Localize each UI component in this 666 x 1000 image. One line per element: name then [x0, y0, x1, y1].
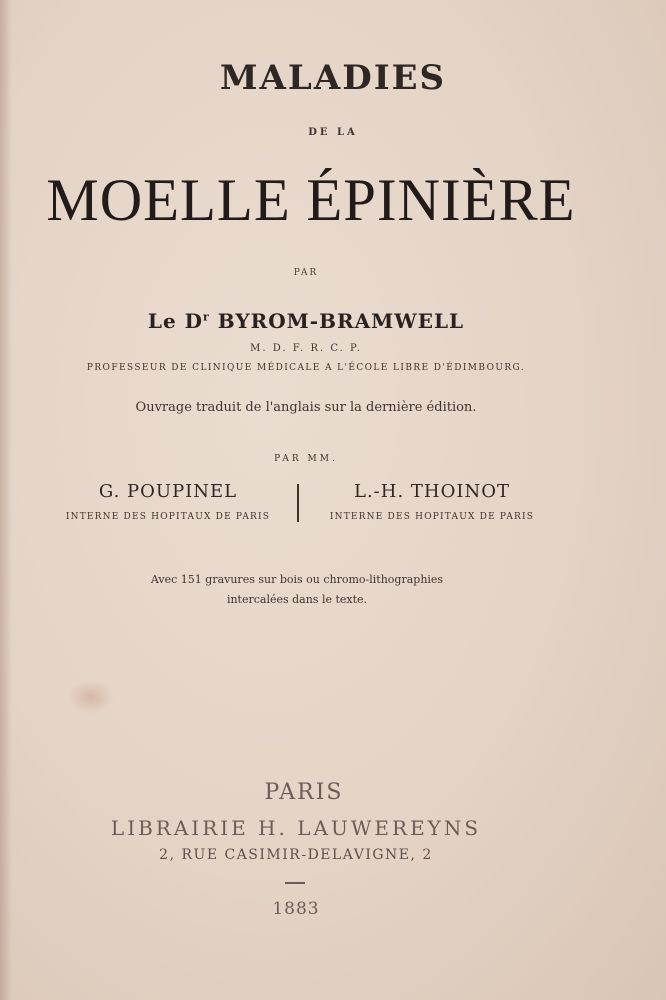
imprint-city: PARIS	[264, 780, 344, 805]
illustrations-note-line-2: intercalées dans le texte.	[226, 593, 368, 606]
imprint-rule	[285, 882, 305, 884]
title-connector: DE LA	[308, 127, 358, 138]
author-line	[0, 309, 639, 333]
illustrations-note-line-1: Avec 151 gravures sur bois ou chromo-lithographies	[150, 573, 444, 586]
paper-stain	[68, 680, 114, 714]
translator-1-name: G. POUPINEL	[98, 481, 238, 502]
by-label: PAR	[293, 268, 319, 278]
author-prefix: Le D	[147, 309, 203, 333]
translators-by-label: PAR MM.	[274, 454, 338, 464]
translator-1-role: INTERNE DES HOPITAUX DE PARIS	[65, 512, 271, 522]
author-name: BYROM-BRAMWELL	[217, 309, 465, 333]
imprint-address: 2, RUE CASIMIR-DELAVIGNE, 2	[159, 847, 433, 863]
author-prefix-sup: r	[203, 310, 210, 324]
imprint-publisher: LIBRAIRIE H. LAUWEREYNS	[110, 816, 482, 840]
imprint-year: 1883	[272, 899, 320, 919]
translator-2-role: INTERNE DES HOPITAUX DE PARIS	[329, 512, 535, 522]
title-line-2: MOELLE ÉPINIÈRE	[46, 167, 576, 233]
translation-note: Ouvrage traduit de l'anglais sur la dernière édition.	[135, 400, 477, 415]
translators-divider	[297, 484, 299, 522]
author-degrees: M. D. F. R. C. P.	[250, 343, 362, 354]
author-position: PROFESSEUR DE CLINIQUE MÉDICALE A L'ÉCOLE LIBRE D'ÉDIMBOURG.	[86, 363, 526, 373]
title-line-1: MALADIES	[219, 58, 447, 98]
translator-2-name: L.-H. THOINOT	[354, 481, 510, 502]
